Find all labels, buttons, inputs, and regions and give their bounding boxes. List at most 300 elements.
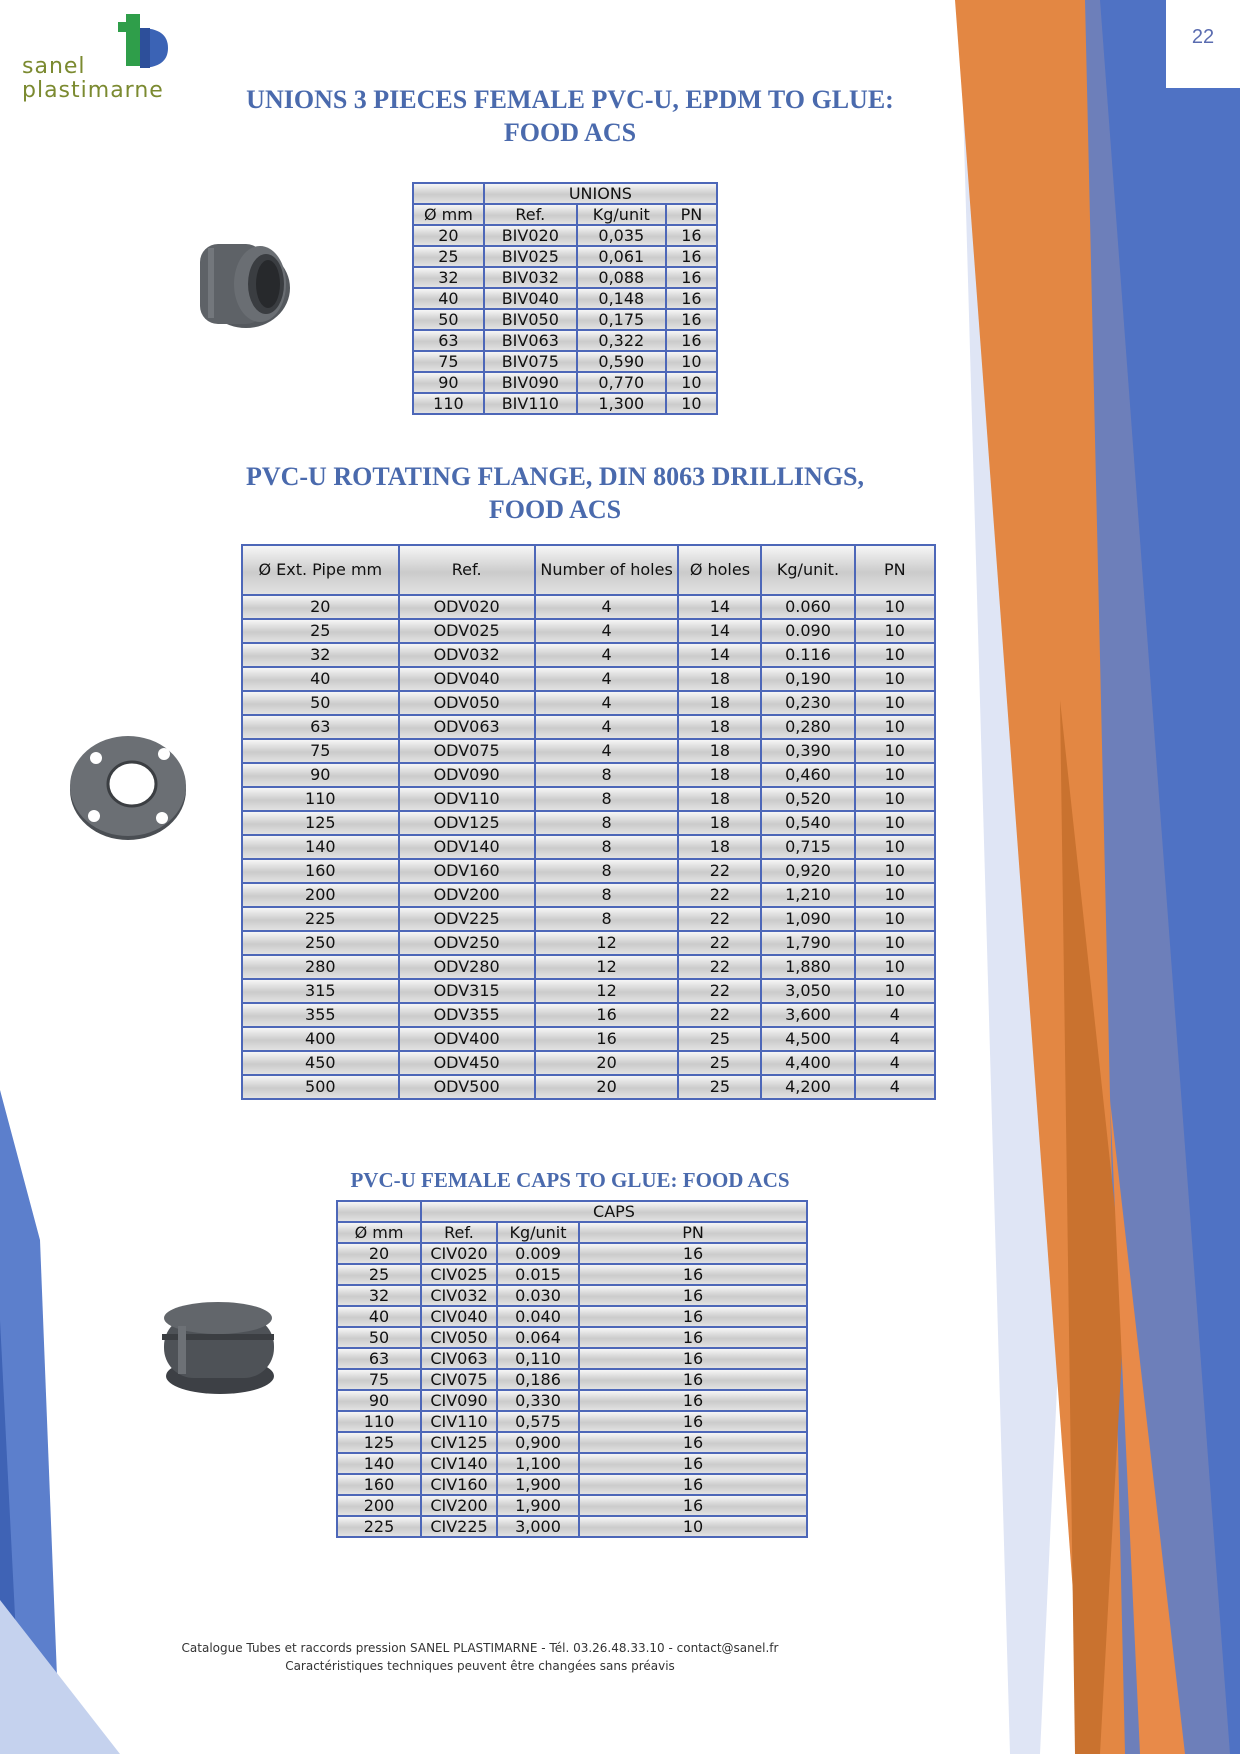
footer-disclaimer: Caractéristiques techniques peuvent être changées sans préavis bbox=[285, 1659, 675, 1673]
table-row bbox=[337, 1327, 807, 1348]
column-header: Ø Ext. Pipe mm bbox=[242, 545, 399, 595]
table-cell: 200 bbox=[242, 883, 399, 907]
table-cell: 63 bbox=[413, 330, 484, 351]
table-cell: 20 bbox=[413, 225, 484, 246]
table-row bbox=[242, 763, 935, 787]
table-cell: 10 bbox=[855, 979, 935, 1003]
table-row bbox=[242, 1051, 935, 1075]
table-cell: 16 bbox=[666, 225, 717, 246]
table-cell: BIV110 bbox=[484, 393, 577, 414]
table-cell: 4 bbox=[535, 691, 679, 715]
page-number-box bbox=[1166, 0, 1240, 88]
table-cell: 110 bbox=[413, 393, 484, 414]
table-cell: CIV200 bbox=[421, 1495, 497, 1516]
table-cell: 450 bbox=[242, 1051, 399, 1075]
table-cell: 4 bbox=[535, 715, 679, 739]
table-cell: 4 bbox=[535, 619, 679, 643]
table-cell: 40 bbox=[242, 667, 399, 691]
table-row bbox=[413, 225, 717, 246]
logo-mark-icon bbox=[104, 14, 174, 74]
table-row bbox=[242, 1027, 935, 1051]
table-cell: ODV075 bbox=[399, 739, 535, 763]
table-row bbox=[337, 1474, 807, 1495]
table-cell: 25 bbox=[337, 1264, 421, 1285]
flange-table bbox=[241, 544, 936, 1100]
caps-table bbox=[336, 1200, 808, 1538]
table-cell: 25 bbox=[678, 1075, 761, 1099]
flange-title-line2: FOOD ACS bbox=[488, 495, 622, 524]
table-cell: 22 bbox=[678, 859, 761, 883]
table-cell: ODV355 bbox=[399, 1003, 535, 1027]
table-row bbox=[413, 330, 717, 351]
column-header: Ø holes bbox=[678, 545, 761, 595]
column-header: Ø mm bbox=[337, 1222, 421, 1243]
table-cell: ODV125 bbox=[399, 811, 535, 835]
logo-text-sanel: sanel bbox=[22, 54, 86, 79]
table-cell: 200 bbox=[337, 1495, 421, 1516]
table-cell: BIV040 bbox=[484, 288, 577, 309]
column-header: Kg/unit bbox=[497, 1222, 579, 1243]
table-cell: 16 bbox=[666, 246, 717, 267]
table-cell: 40 bbox=[337, 1306, 421, 1327]
caps-header-row bbox=[337, 1222, 807, 1243]
table-cell: 0,900 bbox=[497, 1432, 579, 1453]
table-cell: CIV225 bbox=[421, 1516, 497, 1537]
unions-title-line2: FOOD ACS bbox=[503, 118, 637, 147]
table-cell: 1,900 bbox=[497, 1495, 579, 1516]
table-cell: 0,088 bbox=[577, 267, 666, 288]
table-cell: 20 bbox=[535, 1075, 679, 1099]
table-cell: 18 bbox=[678, 763, 761, 787]
table-cell: 0,148 bbox=[577, 288, 666, 309]
table-cell: ODV315 bbox=[399, 979, 535, 1003]
table-cell: 50 bbox=[242, 691, 399, 715]
table-row bbox=[337, 1432, 807, 1453]
table-cell: CIV020 bbox=[421, 1243, 497, 1264]
table-cell: 75 bbox=[337, 1369, 421, 1390]
column-header: Ø mm bbox=[413, 204, 484, 225]
table-cell: 0,186 bbox=[497, 1369, 579, 1390]
column-header: Kg/unit. bbox=[761, 545, 854, 595]
table-cell: 4 bbox=[855, 1003, 935, 1027]
table-cell: 8 bbox=[535, 763, 679, 787]
table-cell: 25 bbox=[678, 1051, 761, 1075]
table-cell: 16 bbox=[535, 1003, 679, 1027]
table-cell: 0.009 bbox=[497, 1243, 579, 1264]
table-cell: ODV050 bbox=[399, 691, 535, 715]
table-cell: 110 bbox=[337, 1411, 421, 1432]
table-row bbox=[242, 787, 935, 811]
table-cell: 10 bbox=[855, 859, 935, 883]
table-cell: 0,715 bbox=[761, 835, 854, 859]
table-cell: 25 bbox=[678, 1027, 761, 1051]
table-cell: 20 bbox=[242, 595, 399, 619]
unions-header-row bbox=[413, 204, 717, 225]
logo-text-plastimarne: plastimarne bbox=[22, 78, 164, 103]
table-cell: 8 bbox=[535, 907, 679, 931]
table-cell: 63 bbox=[242, 715, 399, 739]
table-cell: 12 bbox=[535, 979, 679, 1003]
table-cell: 4 bbox=[855, 1051, 935, 1075]
page-number: 22 bbox=[1191, 26, 1215, 48]
table-cell: 14 bbox=[678, 595, 761, 619]
table-cell: 0,590 bbox=[577, 351, 666, 372]
table-cell: 280 bbox=[242, 955, 399, 979]
table-cell: 8 bbox=[535, 787, 679, 811]
table-cell: 0.030 bbox=[497, 1285, 579, 1306]
table-cell: ODV140 bbox=[399, 835, 535, 859]
table-row bbox=[413, 267, 717, 288]
table-row bbox=[337, 1495, 807, 1516]
table-cell: 22 bbox=[678, 907, 761, 931]
table-cell: 50 bbox=[413, 309, 484, 330]
table-cell: CIV025 bbox=[421, 1264, 497, 1285]
table-cell: 4 bbox=[535, 595, 679, 619]
table-cell: 0,920 bbox=[761, 859, 854, 883]
table-cell: 75 bbox=[413, 351, 484, 372]
cap-product-image bbox=[154, 1296, 278, 1400]
flange-title-line1: PVC-U ROTATING FLANGE, DIN 8063 DRILLINGS, bbox=[245, 462, 865, 491]
table-cell: ODV032 bbox=[399, 643, 535, 667]
table-row bbox=[242, 883, 935, 907]
table-cell: BIV050 bbox=[484, 309, 577, 330]
table-cell: 18 bbox=[678, 715, 761, 739]
table-cell: 125 bbox=[242, 811, 399, 835]
table-cell: 315 bbox=[242, 979, 399, 1003]
table-row bbox=[413, 372, 717, 393]
table-cell: CIV050 bbox=[421, 1327, 497, 1348]
table-row bbox=[242, 931, 935, 955]
caps-table-title: CAPS bbox=[421, 1201, 807, 1222]
table-cell: 63 bbox=[337, 1348, 421, 1369]
sanel-plastimarne-logo bbox=[22, 12, 182, 112]
flange-title bbox=[180, 460, 930, 526]
table-cell: 90 bbox=[242, 763, 399, 787]
table-cell: 10 bbox=[855, 643, 935, 667]
table-cell: CIV032 bbox=[421, 1285, 497, 1306]
table-cell: 160 bbox=[242, 859, 399, 883]
table-cell: 10 bbox=[855, 715, 935, 739]
table-cell: 4,200 bbox=[761, 1075, 854, 1099]
table-cell: 10 bbox=[855, 787, 935, 811]
table-cell: 16 bbox=[666, 267, 717, 288]
table-cell: 0,322 bbox=[577, 330, 666, 351]
table-row bbox=[242, 907, 935, 931]
table-cell: 4 bbox=[855, 1075, 935, 1099]
table-row bbox=[337, 1369, 807, 1390]
flange-product-image bbox=[66, 732, 190, 842]
table-cell: 20 bbox=[535, 1051, 679, 1075]
unions-title bbox=[180, 83, 960, 149]
table-cell: 1,300 bbox=[577, 393, 666, 414]
table-cell: CIV040 bbox=[421, 1306, 497, 1327]
column-header: Kg/unit bbox=[577, 204, 666, 225]
table-cell: ODV020 bbox=[399, 595, 535, 619]
table-row bbox=[337, 1411, 807, 1432]
caps-corner-cell bbox=[337, 1201, 421, 1222]
table-row bbox=[242, 1075, 935, 1099]
table-cell: CIV160 bbox=[421, 1474, 497, 1495]
table-cell: 1,900 bbox=[497, 1474, 579, 1495]
table-cell: 25 bbox=[242, 619, 399, 643]
table-cell: 16 bbox=[579, 1411, 807, 1432]
table-cell: 10 bbox=[855, 595, 935, 619]
table-cell: 0.064 bbox=[497, 1327, 579, 1348]
caps-title: PVC-U FEMALE CAPS TO GLUE: FOOD ACS bbox=[350, 1168, 790, 1192]
table-cell: 20 bbox=[337, 1243, 421, 1264]
table-row bbox=[242, 979, 935, 1003]
table-cell: 16 bbox=[666, 309, 717, 330]
table-cell: 12 bbox=[535, 931, 679, 955]
table-cell: ODV040 bbox=[399, 667, 535, 691]
table-cell: 0.040 bbox=[497, 1306, 579, 1327]
table-cell: 0,190 bbox=[761, 667, 854, 691]
table-cell: 0.116 bbox=[761, 643, 854, 667]
column-header: Ref. bbox=[421, 1222, 497, 1243]
table-cell: CIV110 bbox=[421, 1411, 497, 1432]
table-cell: 0,035 bbox=[577, 225, 666, 246]
table-cell: 16 bbox=[579, 1264, 807, 1285]
table-cell: 4,400 bbox=[761, 1051, 854, 1075]
table-row bbox=[242, 715, 935, 739]
table-cell: 0,230 bbox=[761, 691, 854, 715]
table-cell: 4 bbox=[535, 739, 679, 763]
table-cell: 10 bbox=[855, 955, 935, 979]
unions-title-line1: UNIONS 3 PIECES FEMALE PVC-U, EPDM TO GLUE: bbox=[246, 85, 894, 114]
table-cell: 16 bbox=[579, 1369, 807, 1390]
table-cell: 40 bbox=[413, 288, 484, 309]
footer-contact: Catalogue Tubes et raccords pression SANEL PLASTIMARNE - Tél. 03.26.48.33.10 - contact@sanel.fr bbox=[181, 1641, 779, 1655]
table-cell: CIV063 bbox=[421, 1348, 497, 1369]
table-row bbox=[242, 667, 935, 691]
table-cell: 10 bbox=[666, 372, 717, 393]
table-cell: 225 bbox=[337, 1516, 421, 1537]
table-cell: 8 bbox=[535, 859, 679, 883]
table-row bbox=[242, 643, 935, 667]
table-cell: 160 bbox=[337, 1474, 421, 1495]
table-cell: 18 bbox=[678, 787, 761, 811]
table-cell: 22 bbox=[678, 955, 761, 979]
table-cell: 32 bbox=[337, 1285, 421, 1306]
table-cell: 16 bbox=[579, 1327, 807, 1348]
table-cell: 16 bbox=[579, 1495, 807, 1516]
table-cell: 90 bbox=[413, 372, 484, 393]
table-row bbox=[413, 393, 717, 414]
table-cell: 1,090 bbox=[761, 907, 854, 931]
unions-title-row bbox=[413, 183, 717, 204]
table-cell: 0,390 bbox=[761, 739, 854, 763]
table-cell: 10 bbox=[855, 691, 935, 715]
table-cell: 16 bbox=[579, 1285, 807, 1306]
table-row bbox=[337, 1264, 807, 1285]
table-row bbox=[242, 859, 935, 883]
table-cell: 0,770 bbox=[577, 372, 666, 393]
column-header: PN bbox=[855, 545, 935, 595]
table-cell: 18 bbox=[678, 667, 761, 691]
table-cell: 16 bbox=[579, 1243, 807, 1264]
table-cell: 12 bbox=[535, 955, 679, 979]
unions-corner-cell bbox=[413, 183, 484, 204]
table-cell: 0,575 bbox=[497, 1411, 579, 1432]
table-cell: 8 bbox=[535, 883, 679, 907]
table-cell: ODV200 bbox=[399, 883, 535, 907]
table-cell: 10 bbox=[855, 883, 935, 907]
table-cell: 3,600 bbox=[761, 1003, 854, 1027]
table-cell: 3,000 bbox=[497, 1516, 579, 1537]
table-cell: 8 bbox=[535, 835, 679, 859]
table-cell: ODV110 bbox=[399, 787, 535, 811]
table-cell: 4 bbox=[855, 1027, 935, 1051]
table-cell: ODV250 bbox=[399, 931, 535, 955]
table-cell: 4,500 bbox=[761, 1027, 854, 1051]
table-cell: 140 bbox=[337, 1453, 421, 1474]
table-cell: 10 bbox=[666, 351, 717, 372]
table-cell: 16 bbox=[579, 1306, 807, 1327]
table-cell: 0,061 bbox=[577, 246, 666, 267]
table-row bbox=[337, 1285, 807, 1306]
table-cell: 1,210 bbox=[761, 883, 854, 907]
table-cell: 32 bbox=[242, 643, 399, 667]
table-cell: 16 bbox=[579, 1348, 807, 1369]
table-row bbox=[337, 1306, 807, 1327]
table-cell: 10 bbox=[855, 931, 935, 955]
table-cell: 25 bbox=[413, 246, 484, 267]
table-cell: BIV032 bbox=[484, 267, 577, 288]
table-cell: 22 bbox=[678, 979, 761, 1003]
column-header: Ref. bbox=[484, 204, 577, 225]
table-cell: 14 bbox=[678, 643, 761, 667]
table-cell: ODV063 bbox=[399, 715, 535, 739]
table-cell: 90 bbox=[337, 1390, 421, 1411]
caps-title-row bbox=[337, 1201, 807, 1222]
flange-header-row bbox=[242, 545, 935, 595]
table-cell: CIV075 bbox=[421, 1369, 497, 1390]
table-row bbox=[242, 955, 935, 979]
table-cell: ODV280 bbox=[399, 955, 535, 979]
table-row bbox=[242, 595, 935, 619]
table-cell: 18 bbox=[678, 739, 761, 763]
table-cell: 22 bbox=[678, 1003, 761, 1027]
table-cell: 400 bbox=[242, 1027, 399, 1051]
table-cell: 125 bbox=[337, 1432, 421, 1453]
table-cell: 10 bbox=[855, 811, 935, 835]
table-cell: 16 bbox=[579, 1432, 807, 1453]
table-row bbox=[337, 1348, 807, 1369]
table-cell: 0,540 bbox=[761, 811, 854, 835]
table-cell: 18 bbox=[678, 835, 761, 859]
table-cell: ODV400 bbox=[399, 1027, 535, 1051]
table-cell: 18 bbox=[678, 691, 761, 715]
table-cell: 18 bbox=[678, 811, 761, 835]
table-row bbox=[337, 1453, 807, 1474]
table-cell: ODV225 bbox=[399, 907, 535, 931]
table-cell: CIV140 bbox=[421, 1453, 497, 1474]
table-cell: 1,880 bbox=[761, 955, 854, 979]
table-row bbox=[242, 739, 935, 763]
column-header: PN bbox=[666, 204, 717, 225]
table-cell: 355 bbox=[242, 1003, 399, 1027]
table-row bbox=[242, 811, 935, 835]
table-cell: 16 bbox=[666, 330, 717, 351]
table-cell: 10 bbox=[855, 667, 935, 691]
table-cell: 500 bbox=[242, 1075, 399, 1099]
table-cell: 16 bbox=[666, 288, 717, 309]
table-cell: 16 bbox=[535, 1027, 679, 1051]
unions-table-title: UNIONS bbox=[484, 183, 717, 204]
table-cell: 10 bbox=[666, 393, 717, 414]
table-cell: 4 bbox=[535, 643, 679, 667]
table-row bbox=[413, 246, 717, 267]
table-cell: CIV125 bbox=[421, 1432, 497, 1453]
table-cell: 22 bbox=[678, 931, 761, 955]
table-cell: 1,100 bbox=[497, 1453, 579, 1474]
table-cell: 110 bbox=[242, 787, 399, 811]
table-cell: 10 bbox=[855, 763, 935, 787]
table-row bbox=[337, 1516, 807, 1537]
table-cell: 140 bbox=[242, 835, 399, 859]
table-cell: BIV025 bbox=[484, 246, 577, 267]
table-row bbox=[242, 619, 935, 643]
table-row bbox=[413, 288, 717, 309]
table-cell: 22 bbox=[678, 883, 761, 907]
table-cell: 0,460 bbox=[761, 763, 854, 787]
table-row bbox=[337, 1243, 807, 1264]
table-cell: BIV020 bbox=[484, 225, 577, 246]
column-header: Ref. bbox=[399, 545, 535, 595]
table-cell: 10 bbox=[579, 1516, 807, 1537]
table-cell: 3,050 bbox=[761, 979, 854, 1003]
table-cell: 50 bbox=[337, 1327, 421, 1348]
table-cell: ODV090 bbox=[399, 763, 535, 787]
table-cell: 0,110 bbox=[497, 1348, 579, 1369]
table-row bbox=[413, 351, 717, 372]
table-row bbox=[413, 309, 717, 330]
table-cell: 16 bbox=[579, 1453, 807, 1474]
table-cell: 14 bbox=[678, 619, 761, 643]
unions-table bbox=[412, 182, 718, 415]
table-row bbox=[242, 835, 935, 859]
table-row bbox=[337, 1390, 807, 1411]
table-cell: 10 bbox=[855, 835, 935, 859]
table-cell: 10 bbox=[855, 619, 935, 643]
table-cell: ODV160 bbox=[399, 859, 535, 883]
table-cell: 0,520 bbox=[761, 787, 854, 811]
table-cell: ODV500 bbox=[399, 1075, 535, 1099]
union-product-image bbox=[186, 234, 298, 332]
table-cell: BIV063 bbox=[484, 330, 577, 351]
table-cell: BIV090 bbox=[484, 372, 577, 393]
table-cell: 225 bbox=[242, 907, 399, 931]
table-cell: 250 bbox=[242, 931, 399, 955]
table-cell: BIV075 bbox=[484, 351, 577, 372]
table-cell: 0.060 bbox=[761, 595, 854, 619]
table-cell: 16 bbox=[579, 1390, 807, 1411]
table-cell: 1,790 bbox=[761, 931, 854, 955]
table-cell: 0,280 bbox=[761, 715, 854, 739]
table-row bbox=[242, 1003, 935, 1027]
column-header: Number of holes bbox=[535, 545, 679, 595]
table-cell: 8 bbox=[535, 811, 679, 835]
table-cell: CIV090 bbox=[421, 1390, 497, 1411]
table-cell: 10 bbox=[855, 907, 935, 931]
table-cell: 32 bbox=[413, 267, 484, 288]
table-cell: 0,330 bbox=[497, 1390, 579, 1411]
table-cell: ODV025 bbox=[399, 619, 535, 643]
table-cell: ODV450 bbox=[399, 1051, 535, 1075]
table-cell: 16 bbox=[579, 1474, 807, 1495]
table-cell: 0,175 bbox=[577, 309, 666, 330]
table-row bbox=[242, 691, 935, 715]
